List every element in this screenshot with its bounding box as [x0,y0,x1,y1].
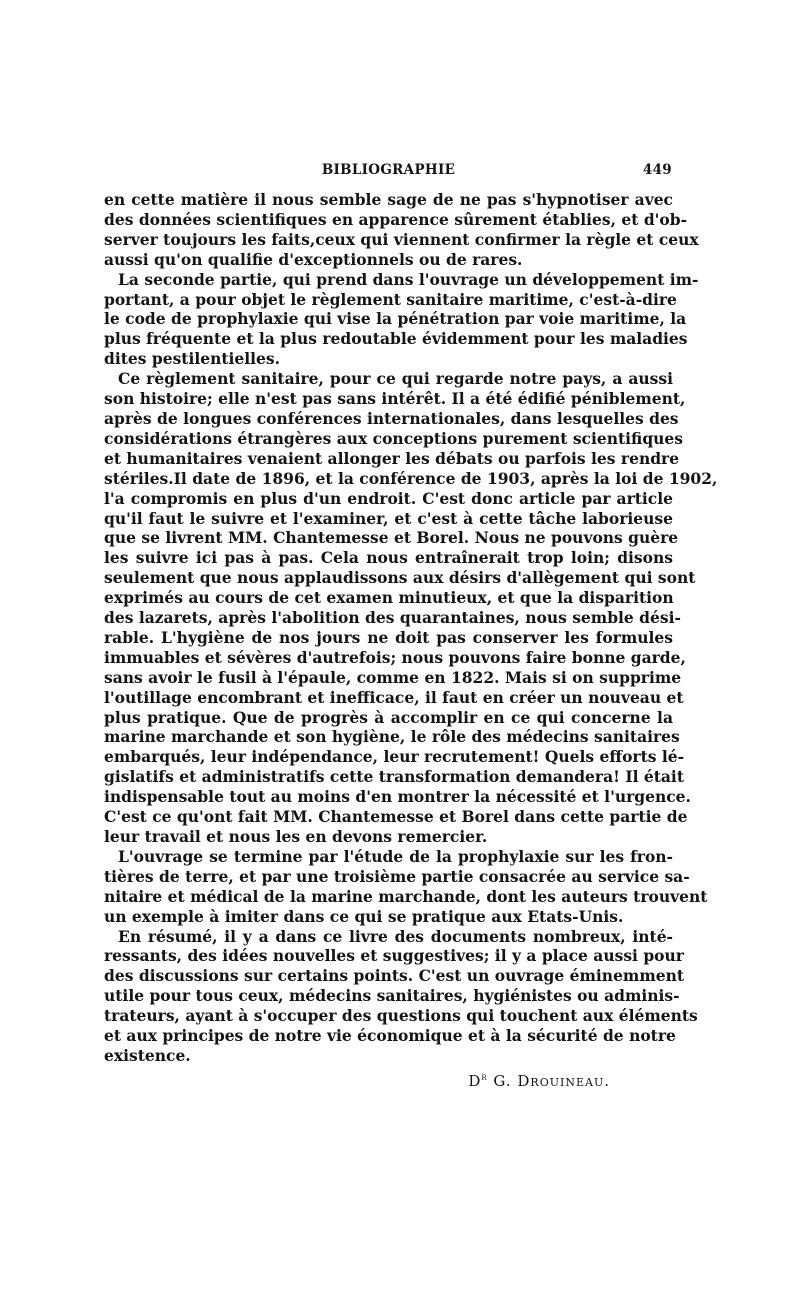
text-line: existence. [104,1045,191,1065]
text-line: stériles.Il date de 1896, et la conférence de 1903, après la loi de 1902, [104,468,718,488]
text-line: plus fréquente et la plus redoutable évidemment pour les maladies [104,329,688,349]
text-line: immuables et sévères d'autrefois; nous pouvons faire bonne garde, [104,647,686,667]
text-line: utile pour tous ceux, médecins sanitaires, hygiénistes ou adminis- [104,986,680,1006]
paragraph [104,190,699,270]
text-line: des lazarets, après l'abolition des quarantaines, nous semble dési- [104,608,681,628]
text-line: en cette matière il nous semble sage de ne pas s'hypnotiser avec [104,190,673,209]
text-line: et humanitaires venaient allonger les débats ou parfois les rendre [104,448,680,468]
paragraph [104,846,708,927]
text-line: des données scientifiques en apparence sûrement établies, et d'ob- [104,209,688,229]
text-line: l'outillage encombrant et inefficace, il faut en créer un nouveau et [104,687,684,707]
text-line: les suivre ici pas à pas. Cela nous entraînerait trop loin; disons [104,548,673,568]
text-line: qu'il faut le suivre et l'examiner, et c'est à cette tâche laborieuse [104,508,673,528]
page-number: 449 [642,162,672,178]
text-line: leur travail et nous les en devons remercier. [104,827,488,846]
text-line: embarqués, leur indépendance, leur recrutement! Quels efforts lé- [104,747,685,767]
text-line: après de longues conférences internationales, dans lesquelles des [104,408,679,428]
text-line: La seconde partie, qui prend dans l'ouvrage un développement im- [118,269,699,289]
text-line: nitaire et médical de la marine marchande, dont les auteurs trouvent [104,886,708,906]
text-line: aussi qu'on qualifie d'exceptionnels ou de rares. [104,249,523,269]
text-line: ressants, des idées nouvelles et suggestives; il y a place aussi pour [104,946,684,966]
signature-name: G. Drouineau. [493,1071,610,1090]
text-line: et aux principes de notre vie économique et à la sécurité de notre [104,1026,676,1046]
text-line: indispensable tout au moins d'en montrer la nécessité et l'urgence. [104,787,691,807]
text-line: que se livrent MM. Chantemesse et Borel. Nous ne pouvons guère [104,528,679,548]
text-line: des discussions sur certains points. C'est un ouvrage éminemment [104,966,685,986]
text-line: le code de prophylaxie qui vise la pénétration par voie maritime, la [104,309,687,329]
text-line: son histoire; elle n'est pas sans intérêt. Il a été édifié péniblement, [104,389,686,409]
running-head [104,160,673,190]
text-line: considérations étrangères aux conceptions purement scientifiques [104,428,684,448]
text-line: tières de terre, et par une troisième partie consacrée au service sa- [104,866,690,886]
text-line: sans avoir le fusil à l'épaule, comme en 1822. Mais si on supprime [104,667,682,687]
text-line: trateurs, ayant à s'occuper des questions qui touchent aux éléments [104,1006,698,1026]
paragraph [104,269,699,370]
text-line: Ce règlement sanitaire, pour ce qui regarde notre pays, a aussi [118,369,673,389]
page [104,160,718,1090]
body-text [104,190,718,1066]
text-line: un exemple à imiter dans ce qui se pratique aux Etats-Unis. [104,906,624,926]
text-line: En résumé, il y a dans ce livre des documents nombreux, inté- [118,926,673,946]
paragraph [104,369,718,847]
text-line: gislatifs et administratifs cette transformation demandera! Il était [104,767,684,787]
signature-prefix-sup: r [481,1071,488,1083]
text-line: l'a compromis en plus d'un endroit. C'est donc article par article [104,488,673,508]
text-line: server toujours les faits,ceux qui viennent confirmer la règle et ceux [104,229,699,249]
author-signature [104,1072,673,1090]
text-line: exprimés au cours de cet examen minutieux, et que la disparition [104,588,674,608]
text-line: C'est ce qu'ont fait MM. Chantemesse et Borel dans cette partie de [104,807,688,827]
text-line: plus pratique. Que de progrès à accomplir en ce qui concerne la [104,707,673,727]
signature-prefix: D [468,1071,482,1090]
paragraph [104,926,698,1066]
text-line: dites pestilentielles. [104,349,281,369]
text-line: marine marchande et son hygiène, le rôle des médecins sanitaires [104,727,680,747]
running-head-title: BIBLIOGRAPHIE [321,162,456,178]
text-line: seulement que nous applaudissons aux désirs d'allègement qui sont [104,568,696,588]
text-line: L'ouvrage se termine par l'étude de la prophylaxie sur les fron- [118,846,673,866]
text-line: portant, a pour objet le règlement sanitaire maritime, c'est-à-dire [104,289,677,309]
text-line: rable. L'hygiène de nos jours ne doit pas conserver les formules [104,627,673,647]
